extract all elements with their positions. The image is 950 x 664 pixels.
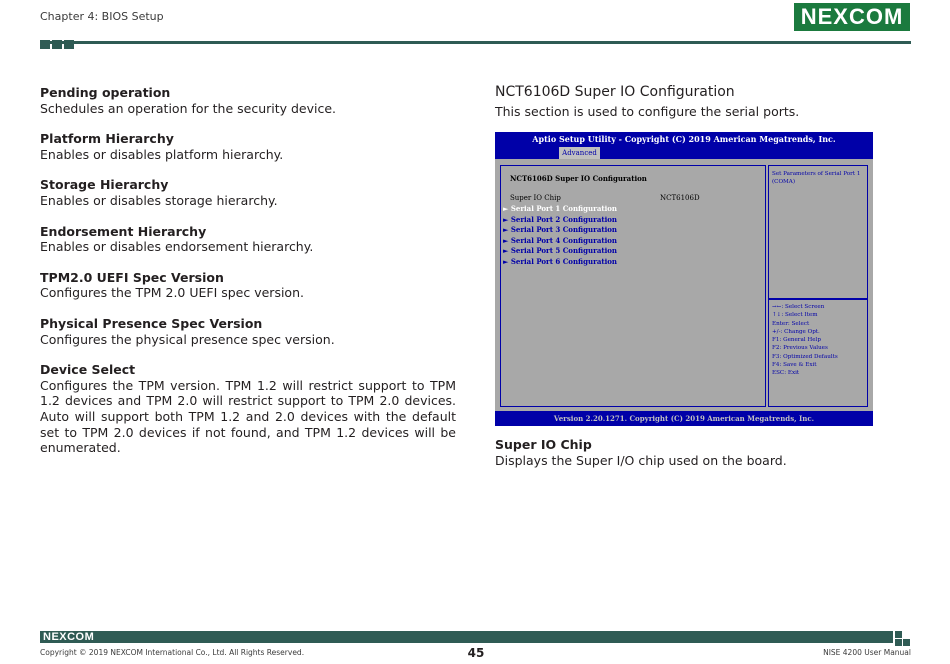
key-hint: +/-: Change Opt. (772, 328, 820, 335)
section-heading: Device Select (40, 362, 136, 378)
section-text: Schedules an operation for the security device. (40, 100, 337, 116)
section-text: Enables or disables storage hierarchy. (40, 192, 278, 208)
help-text: Set Parameters of Serial Port 1 (COMA) (772, 171, 861, 185)
menu-item-label: Serial Port 6 Configuration (510, 256, 618, 266)
section-heading: TPM2.0 UEFI Spec Version (40, 269, 224, 285)
section-text: Displays the Super I/O chip used on the board. (495, 453, 787, 468)
section-text: Enables or disables endorsement hierarchy. (40, 239, 314, 255)
tab-advanced[interactable]: Advanced (559, 147, 600, 159)
serial-port-4-item[interactable]: ► Serial Port 4 Configuration (503, 235, 618, 245)
serial-port-5-item[interactable]: ► Serial Port 5 Configuration (503, 246, 618, 255)
footer-logo: NEXCOM (43, 631, 95, 643)
nexcom-logo (794, 3, 910, 31)
bios-screenshot (495, 132, 873, 426)
section-text: Configures the physical presence spec version. (40, 331, 335, 347)
bios-header: Aptio Setup Utility - Copyright (C) 2019 American Megatrends, Inc. (532, 134, 836, 144)
footer-bar (40, 631, 893, 643)
manual-title: NISE 4200 User Manual (823, 648, 911, 657)
key-hint: F4: Save & Exit (772, 362, 817, 369)
menu-item-label: Serial Port 2 Configuration (510, 214, 618, 224)
right-column (495, 84, 875, 119)
key-hint: Enter: Select (772, 320, 810, 327)
serial-port-1-item[interactable]: ► Serial Port 1 Configuration (503, 204, 618, 213)
section-title: NCT6106D Super IO Configuration (495, 84, 735, 100)
key-hint: F1: General Help (772, 337, 821, 344)
page-number: 45 (467, 646, 485, 660)
key-legend (772, 303, 838, 378)
menu-item-label: Serial Port 5 Configuration (510, 246, 618, 255)
section-endorsement-hierarchy (40, 224, 456, 255)
copyright-text: Copyright © 2019 NEXCOM International Co., Ltd. All Rights Reserved. (40, 648, 305, 657)
section-device-select (40, 362, 456, 456)
section-physical-presence (40, 316, 456, 347)
section-heading: Super IO Chip (495, 437, 592, 452)
menu-item-label: Serial Port 3 Configuration (510, 225, 618, 234)
section-text: Enables or disables platform hierarchy. (40, 146, 284, 162)
section-heading: Physical Presence Spec Version (40, 315, 263, 331)
serial-port-3-item[interactable]: ► Serial Port 3 Configuration (503, 225, 618, 234)
super-io-chip-section (495, 437, 787, 469)
key-hint: F3: Optimized Defaults (772, 353, 838, 360)
bios-main-pane (500, 165, 766, 407)
bios-footer: Version 2.20.1271. Copyright (C) 2019 American Megatrends, Inc. (553, 414, 815, 423)
bios-page-title: NCT6106D Super IO Configuration (510, 174, 647, 183)
footer-square (895, 631, 902, 638)
section-description: This section is used to configure the serial ports. (495, 104, 800, 119)
menu-item-label: Serial Port 4 Configuration (510, 235, 618, 245)
section-heading: Storage Hierarchy (40, 177, 169, 193)
section-text: Configures the TPM 2.0 UEFI spec version. (40, 285, 304, 301)
key-hint: ESC: Exit (772, 370, 800, 377)
chapter-title: Chapter 4: BIOS Setup (40, 10, 164, 23)
section-heading: Endorsement Hierarchy (40, 223, 207, 239)
left-column (40, 85, 456, 471)
super-io-chip-label: Super IO Chip (510, 194, 561, 202)
key-hint: F2: Previous Values (772, 345, 828, 352)
section-storage-hierarchy (40, 177, 456, 208)
key-hint: →←: Select Screen (772, 304, 825, 310)
bios-panel (495, 159, 873, 411)
bios-keys-pane (768, 299, 868, 407)
logo-text: NEXCOM (800, 4, 904, 29)
menu-item-label: Serial Port 1 Configuration (510, 204, 618, 213)
footer-square (903, 639, 910, 646)
section-tpm-uefi-spec (40, 270, 456, 301)
section-text: Configures the TPM version. TPM 1.2 will restrict support to TPM 1.2 devices and TPM 2.0 will restrict support to TPM 2.0 devices. Auto will support both TPM 1.2 and 2.0 devices with the default set to TPM 2.0 devices if not found, and TPM 1.2 devices will be enumerated. (40, 377, 456, 456)
bios-help-pane (768, 165, 868, 299)
serial-port-2-item[interactable]: ► Serial Port 2 Configuration (503, 214, 618, 224)
section-heading: Pending operation (40, 85, 171, 100)
key-hint: ↑↓: Select Item (772, 312, 818, 319)
section-heading: Platform Hierarchy (40, 131, 174, 147)
footer-square (895, 639, 902, 646)
serial-port-6-item[interactable]: ► Serial Port 6 Configuration (503, 256, 618, 266)
section-pending-operation (40, 85, 456, 116)
super-io-chip-value: NCT6106D (660, 194, 700, 202)
header-rule (40, 41, 911, 44)
section-platform-hierarchy (40, 131, 456, 162)
